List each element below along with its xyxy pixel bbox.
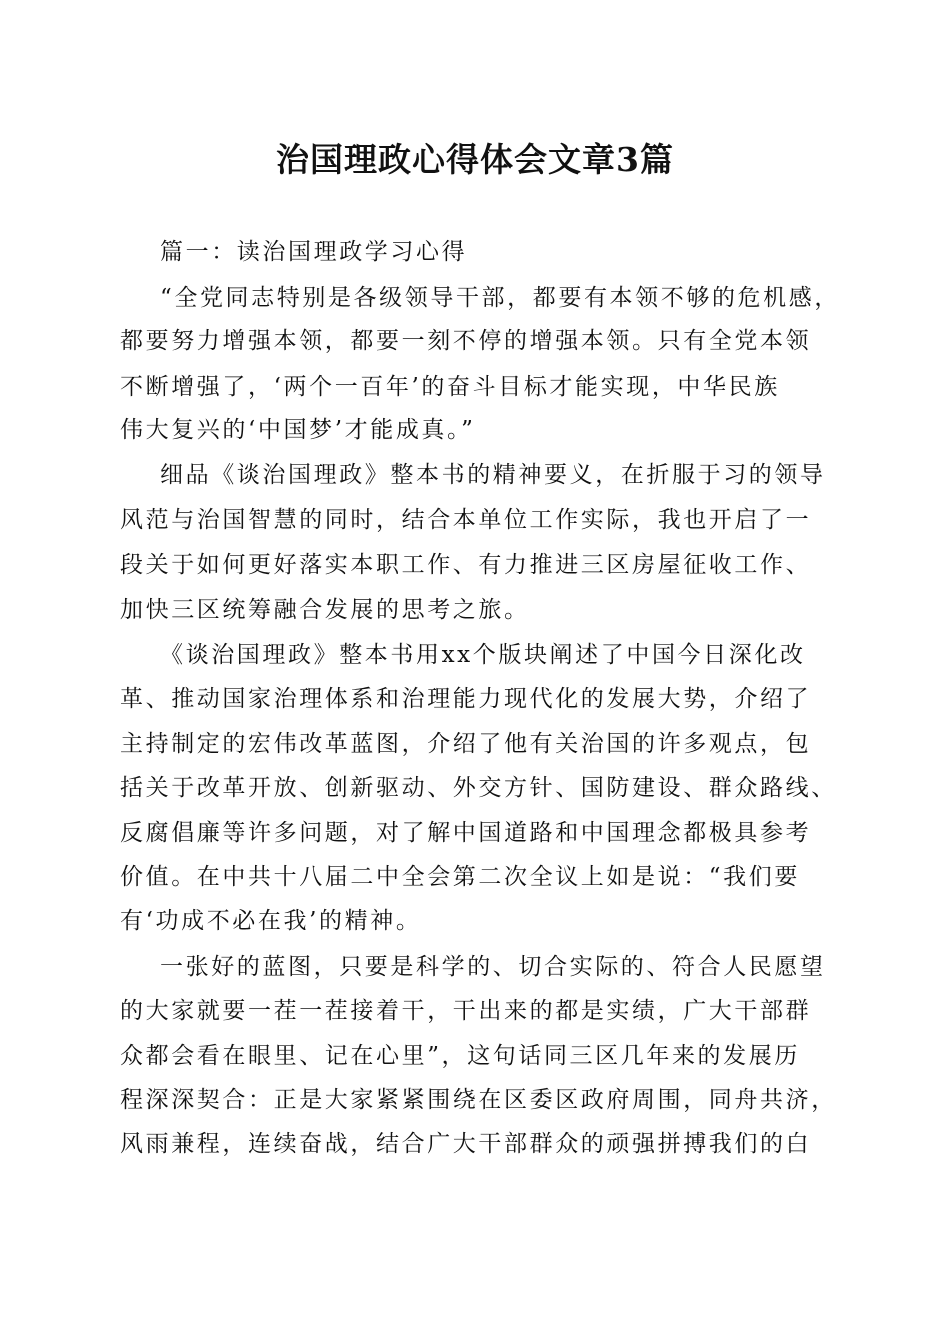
text-line: 有‘功成不必在我’的精神。 xyxy=(120,908,422,934)
text-line: 不断增强了，‘两个一百年’的奋斗目标才能实现，中华民族 xyxy=(120,374,780,400)
text-line: 都要努力增强本领，都要一刻不停的增强本领。只有全党本领 xyxy=(120,328,812,354)
text-line: 革、推动国家治理体系和治理能力现代化的发展大势，介绍了 xyxy=(120,686,812,712)
text-line: 一张好的蓝图，只要是科学的、切合实际的、符合人民愿望 xyxy=(160,954,826,980)
text-line: 《谈治国理政》整本书用xx个版块阐述了中国今日深化改 xyxy=(160,642,806,668)
text-line: 段关于如何更好落实本职工作、有力推进三区房屋征收工作、 xyxy=(120,552,812,578)
text-line: “全党同志特别是各级领导干部，都要有本领不够的危机感， xyxy=(160,285,840,311)
text-line: 价值。在中共十八届二中全会第二次全议上如是说：“我们要 xyxy=(120,864,800,890)
text-line: 括关于改革开放、创新驱动、外交方针、国防建设、群众路线、 xyxy=(120,775,837,801)
text-line: 细品《谈治国理政》整本书的精神要义，在折服于习的领导 xyxy=(160,462,826,488)
text-line: 众都会看在眼里、记在心里”，这句话同三区几年来的发展历 xyxy=(120,1043,800,1069)
text-line: 主持制定的宏伟改革蓝图，介绍了他有关治国的许多观点，包 xyxy=(120,731,812,757)
document-title: 治国理政心得体会文章3篇 xyxy=(276,140,674,179)
text-line: 程深深契合：正是大家紧紧围绕在区委区政府周围，同舟共济， xyxy=(120,1087,837,1113)
text-line: 加快三区统筹融合发展的思考之旅。 xyxy=(120,597,530,623)
text-line: 的大家就要一茬一茬接着干，干出来的都是实绩，广大干部群 xyxy=(120,998,812,1024)
text-line: 伟大复兴的‘中国梦’才能成真。” xyxy=(120,417,476,443)
text-line: 反腐倡廉等许多问题，对了解中国道路和中国理念都极具参考 xyxy=(120,820,812,846)
section-heading: 篇一：读治国理政学习心得 xyxy=(160,239,468,265)
text-line: 风范与治国智慧的同时，结合本单位工作实际，我也开启了一 xyxy=(120,507,812,533)
text-line: 风雨兼程，连续奋战，结合广大干部群众的顽强拼搏我们的白 xyxy=(120,1131,812,1157)
